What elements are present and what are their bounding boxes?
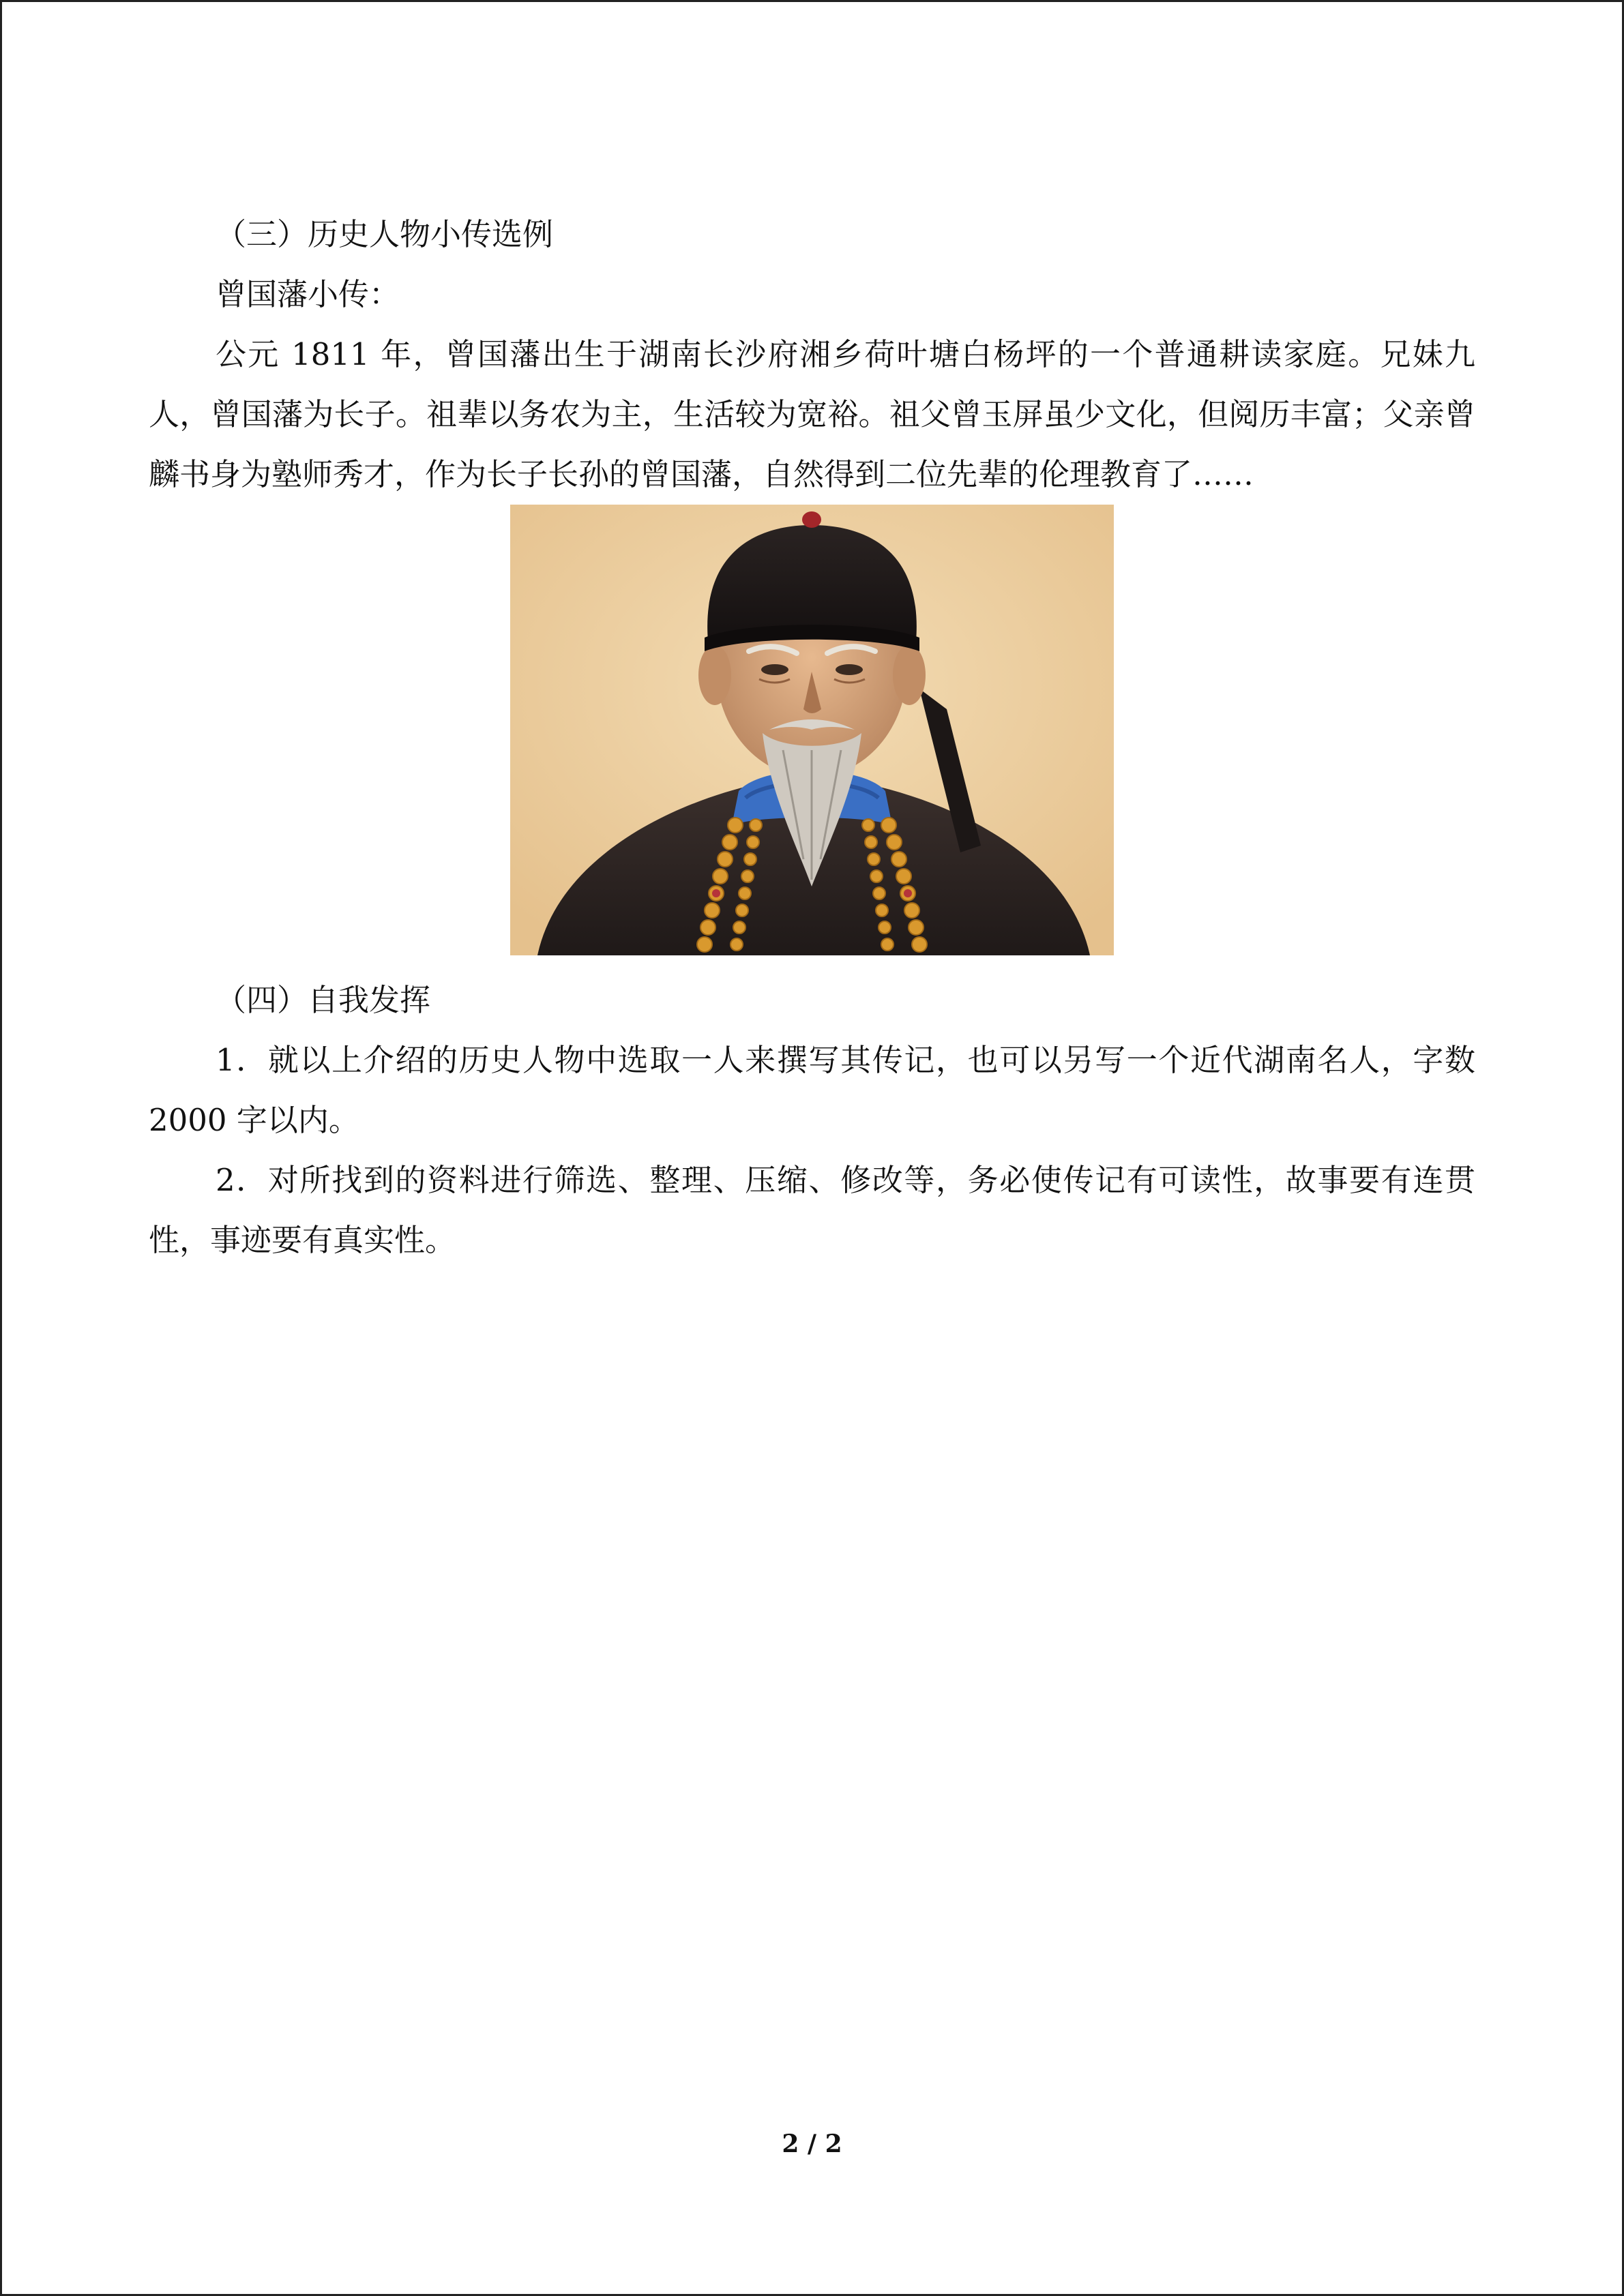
biography-paragraph: 公元 1811 年，曾国藩出生于湖南长沙府湘乡荷叶塘白杨坪的一个普通耕读家庭。兄妹九人，曾国藩为长子。祖辈以务农为主，生活较为宽裕。祖父曾玉屏虽少文化，但阅历丰富；父亲曾麟书身为塾师秀才，作为长子长孙的曾国藩，自然得到二位先辈的伦理教育了…… (149, 336, 1475, 492)
biography-subtitle: 曾国藩小传： (216, 276, 400, 312)
section-four-heading: （四）自我发挥 (216, 982, 431, 1018)
document-body (149, 205, 1475, 1270)
task-item-1: 1．就以上介绍的历史人物中选取一人来撰写其传记，也可以另写一个近代湖南名人，字数 2000 字以内。 (149, 1042, 1475, 1138)
section-three-heading: （三）历史人物小传选例 (216, 216, 554, 252)
task-item-2: 2．对所找到的资料进行筛选、整理、压缩、修改等，务必使传记有可读性，故事要有连贯性，事迹要有真实性。 (149, 1162, 1475, 1258)
page-number: 2 / 2 (782, 2130, 842, 2158)
zeng-guofan-portrait (510, 505, 1114, 955)
